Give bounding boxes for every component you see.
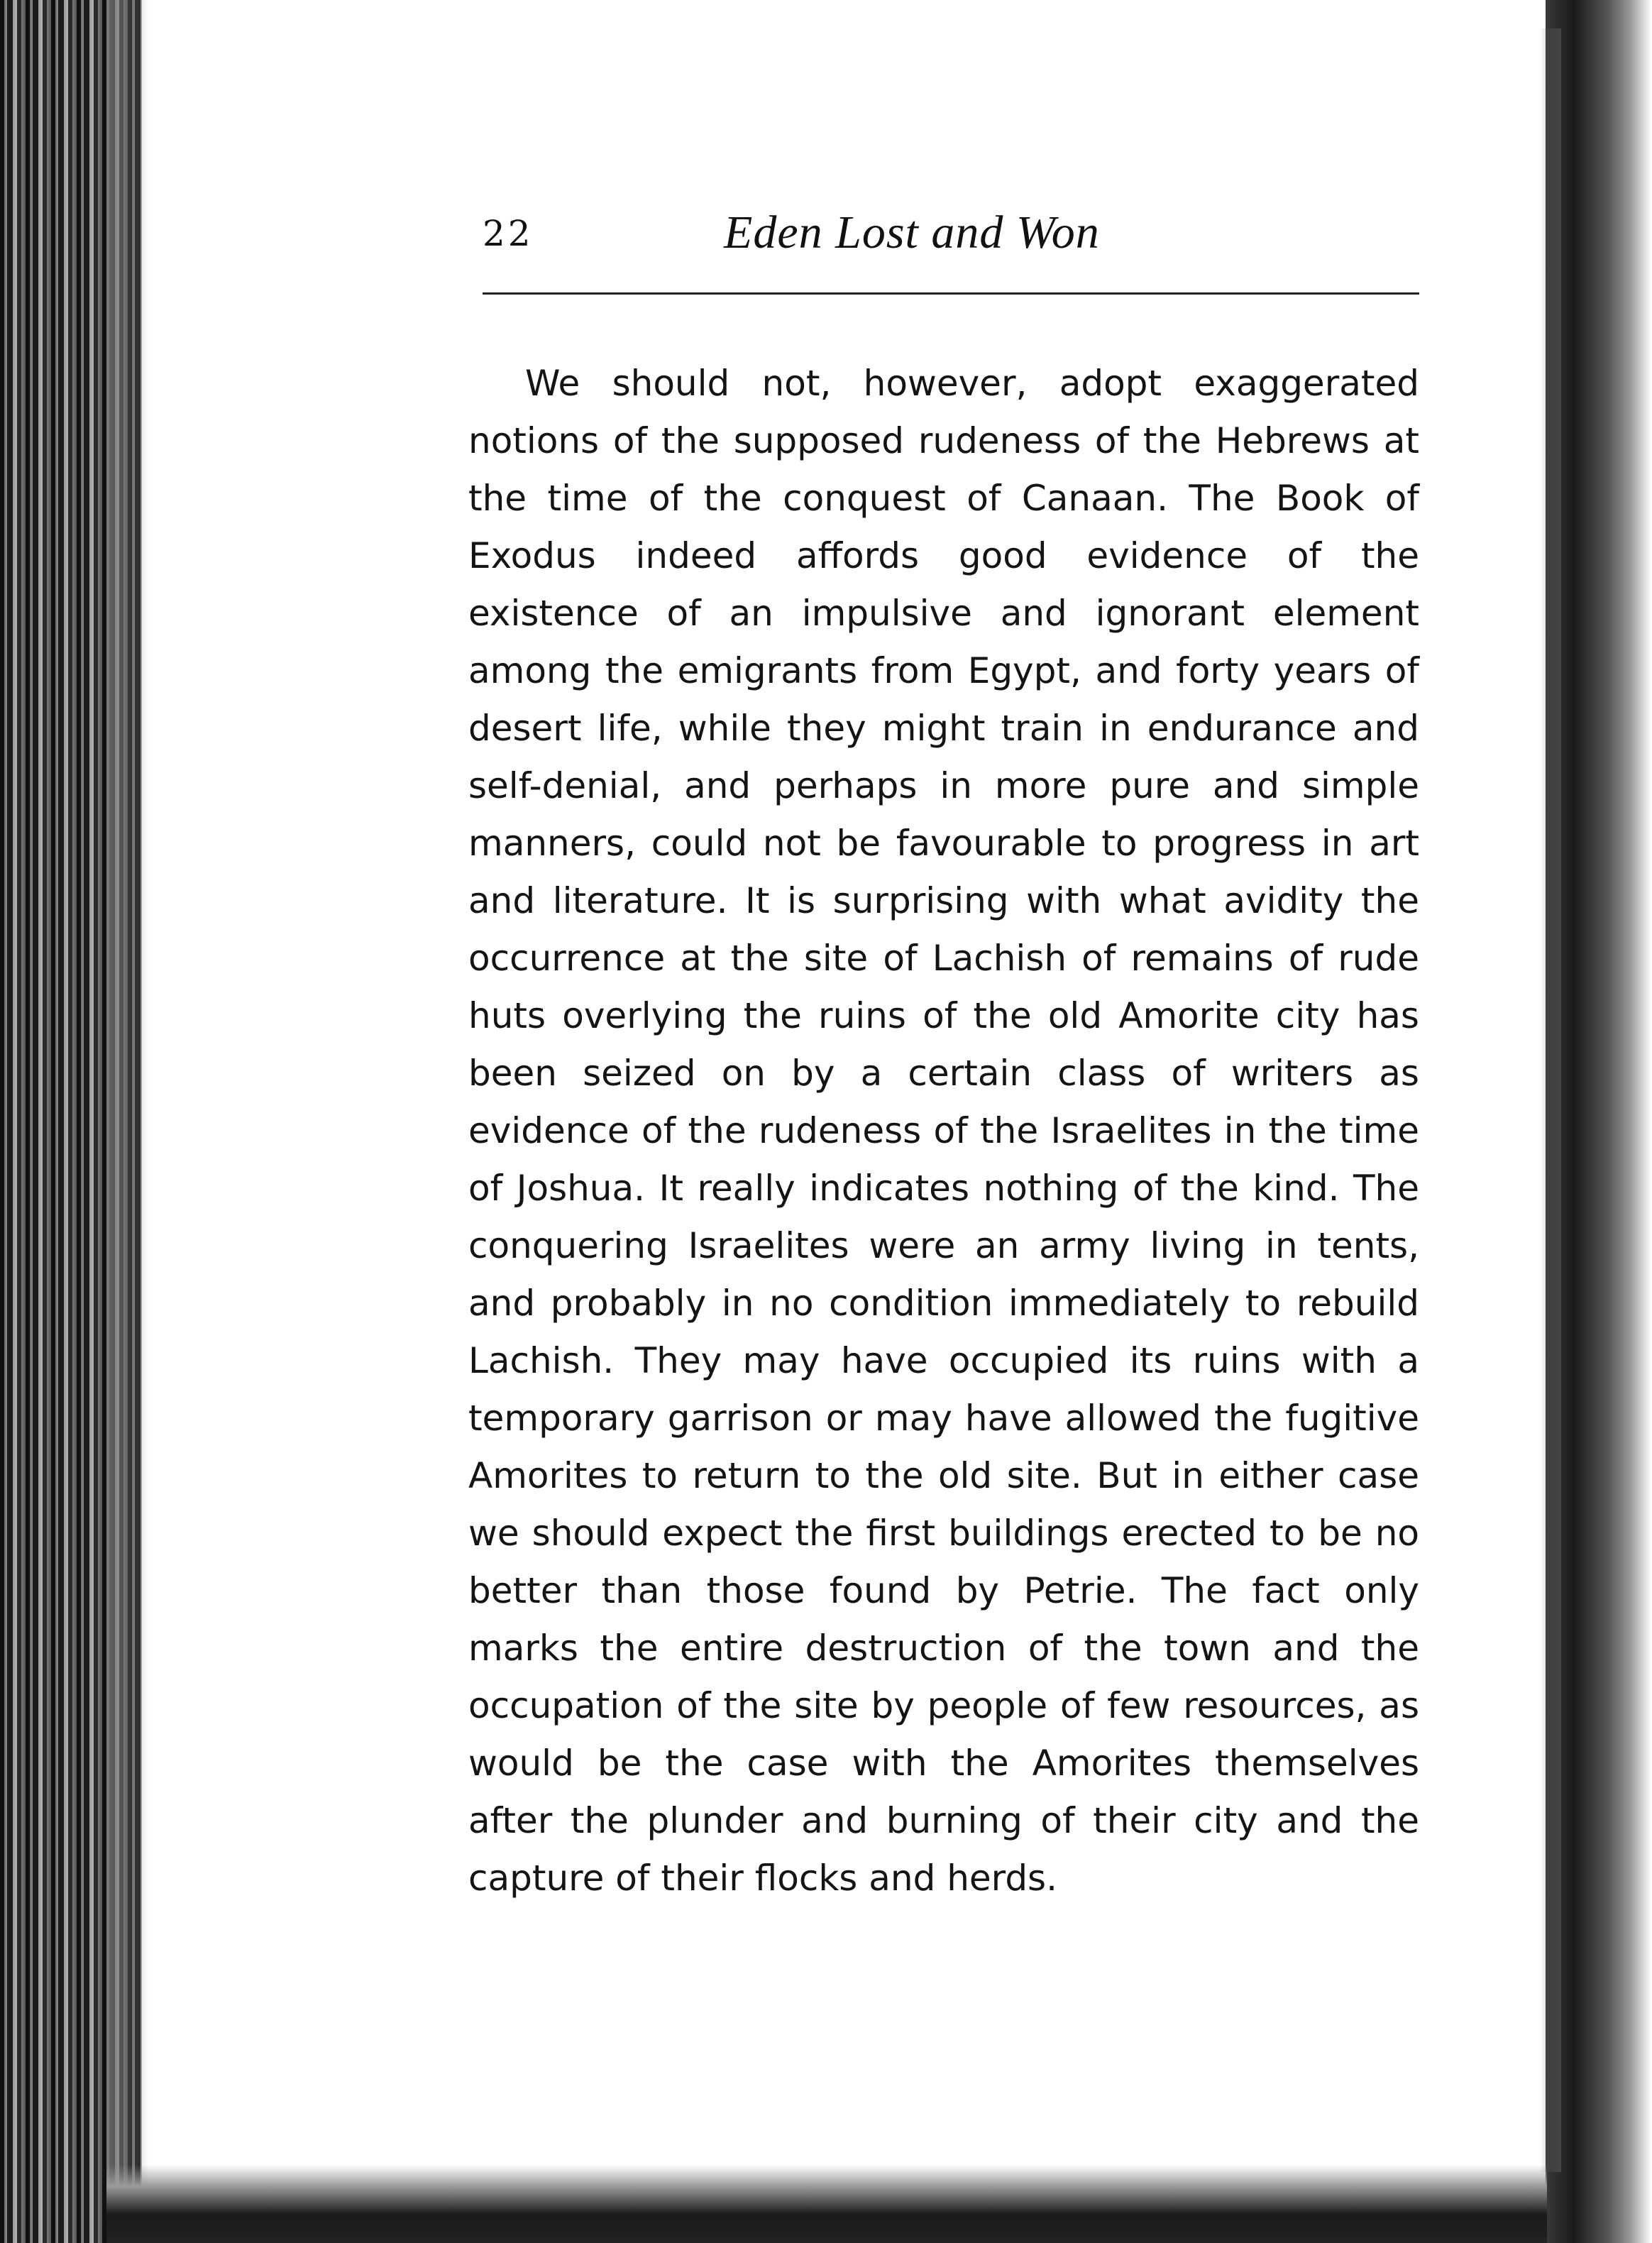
body-paragraph: We should not, however, adopt exaggerated notions of the supposed rudeness of the Hebrews at the time of the conquest of Canaan. The Book of Exodus indeed affords good evidence of the existence of an impulsive and ignorant element among the emigrants from Egypt, and forty years of desert life, while they might train in endurance and self-denial, and perhaps in more pure and simple manners, could not be favourable to progress in art and literature. It is surprising with what avidity the occurrence at the site of Lachish of remains of rude huts overlying the ruins of the old Amorite city has been seized on by a certain class of writers as evidence of the rudeness of the Israelites in the time of Joshua. It really indicates nothing of the kind. The conquering Israelites were an army living in tents, and probably in no condition immediately to rebuild Lachish. They may have occupied its ruins with a temporary garrison or may have allowed the fugitive Amorites to return to the old site. But in either case we should expect the first buildings erected to be no better than those found by Petrie. The fact only marks the entire destruction of the town and the occupation of the site by people of few resources, as would be the case with the Amorites themselves after the plunder and burning of their city and the capture of their flocks and herds. — [468, 363, 1419, 1899]
page-header — [454, 206, 1426, 270]
page-number: 22 — [483, 213, 534, 254]
book-right-edge-shadow — [1540, 28, 1561, 2172]
book-bottom-edge — [106, 2165, 1547, 2243]
book-right-edge — [1546, 0, 1652, 2243]
page-content — [454, 206, 1426, 1899]
header-rule — [483, 292, 1419, 295]
book-left-edge-shadow — [106, 0, 149, 2243]
running-title: Eden Lost and Won — [724, 207, 1100, 258]
